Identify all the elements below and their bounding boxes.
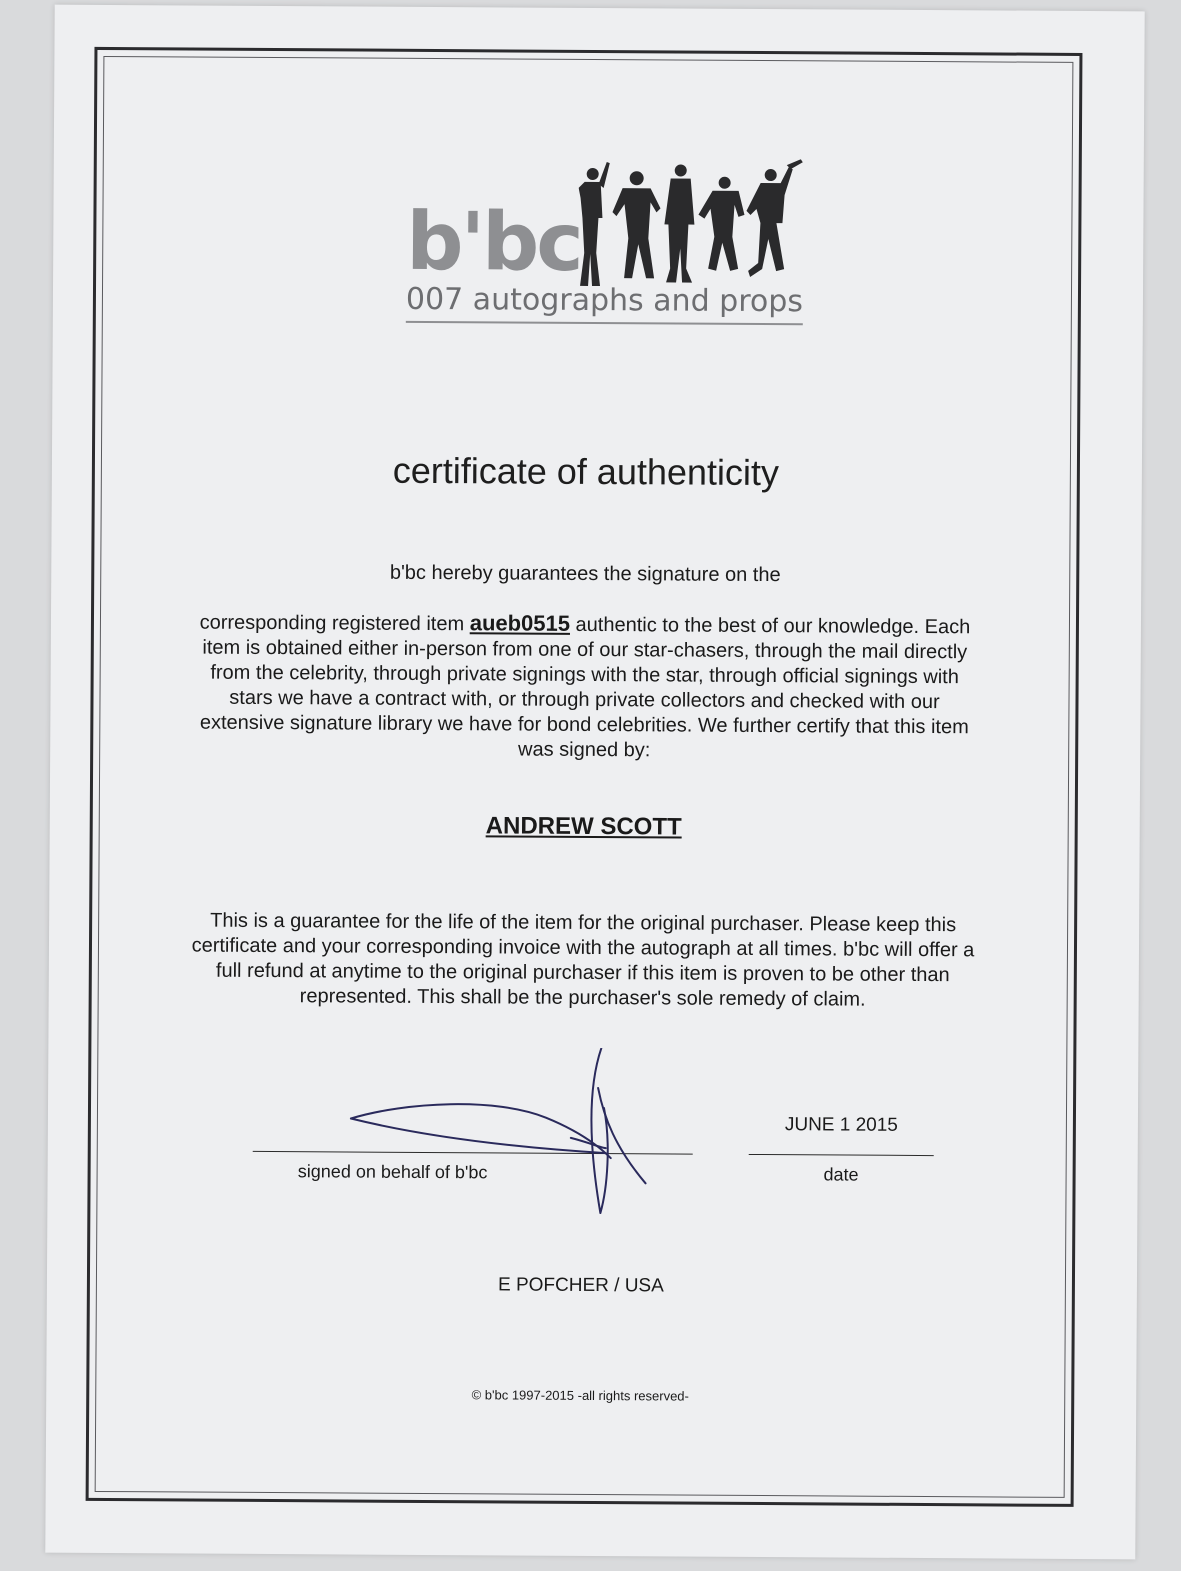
statement-rest: authentic to the best of our knowledge. Each item is obtained either in-person from one of our star-chasers, through the mail directly from the celebrity, through private signings with the star, through official signings with stars we have a contract with, or through private collectors and checked with our extensive signature library we have for bond celebrities. We further certify that this item was signed by:	[199, 613, 971, 762]
handwritten-signature	[345, 1046, 666, 1223]
signature-label: signed on behalf of b'bc	[297, 1161, 488, 1183]
date-value: JUNE 1 2015	[784, 1114, 898, 1136]
guarantee-text: This is a guarantee for the life of the item for the original purchaser. Please keep this certificate and your corresponding invoice with the autograph at all times. b'bc will offer a full refund at anytime to the original purchaser if this item is proven to be other than represented. This shall be the purchaser's sole remedy of claim.	[191, 909, 975, 1011]
date-label: date	[823, 1164, 859, 1185]
certificate-title: certificate of authenticity	[392, 449, 780, 494]
bbc-logo	[406, 157, 827, 350]
certificate-border	[86, 47, 1083, 1507]
silhouette-figures-icon	[578, 158, 809, 294]
statement-lead: corresponding registered item	[199, 611, 470, 636]
issuer-name: E POFCHER / USA	[497, 1274, 664, 1297]
copyright-notice: © b'bc 1997-2015 -all rights reserved-	[471, 1387, 689, 1404]
authenticity-statement	[188, 609, 981, 766]
intro-text: b'bc hereby guarantees the signature on the	[389, 561, 781, 587]
logo-wordmark: b'bc	[406, 194, 582, 289]
certificate-sheet	[45, 5, 1144, 1560]
logo-tagline: 007 autographs and props	[406, 282, 803, 325]
signee-name: ANDREW SCOTT	[485, 812, 682, 841]
item-code: aueb0515	[469, 610, 571, 636]
